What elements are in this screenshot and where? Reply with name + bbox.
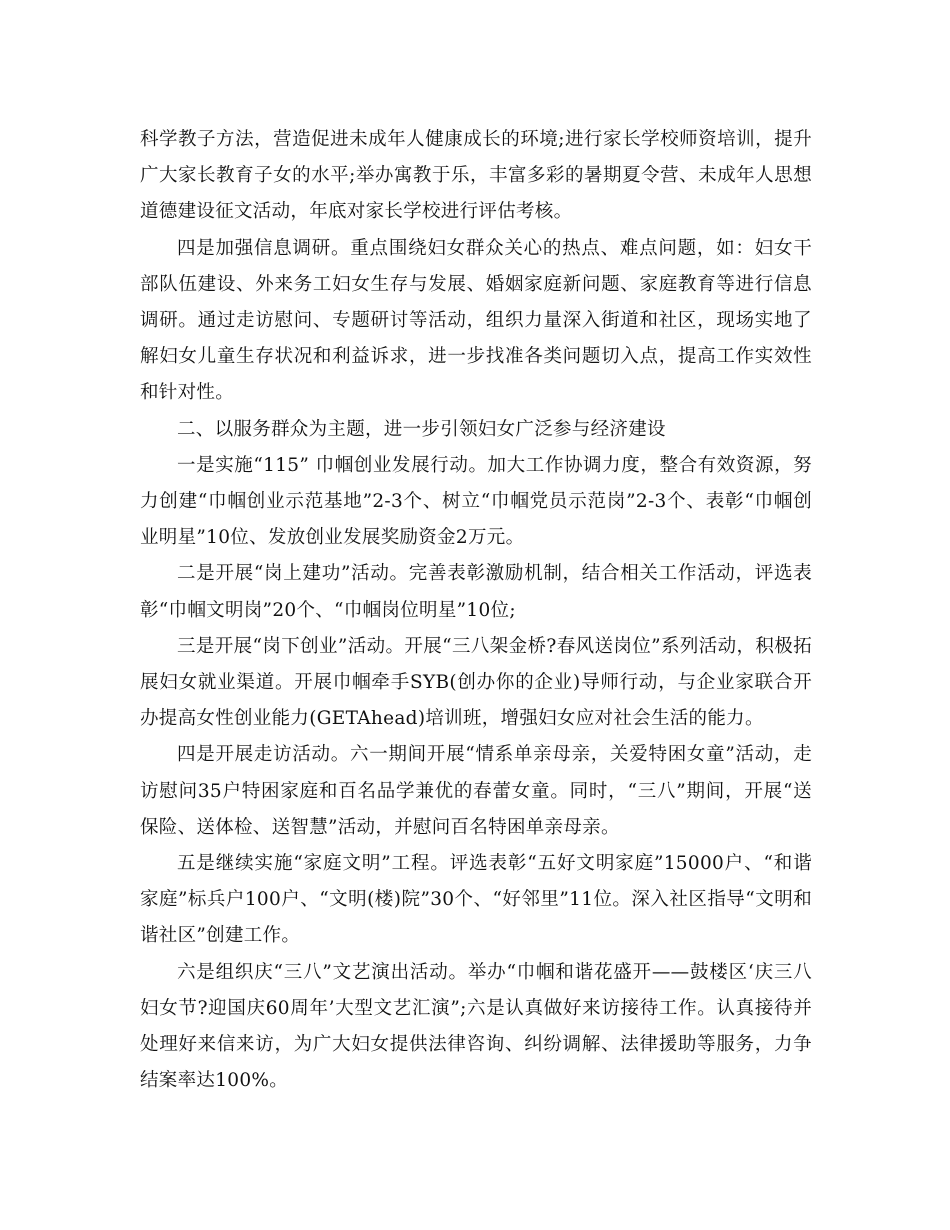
section-heading: 二、以服务群众为主题，进一步引领妇女广泛参与经济建设 xyxy=(177,418,666,440)
paragraph-entrepreneurship-action: 一是实施“115” 巾帼创业发展行动。加大工作协调力度，整合有效资源，努力创建“巾帼创业示范基地”2-3个、树立“巾帼党员示范岗”2-3个、表彰“巾帼创业明星”10位、发放创业发展奖励资金2万元。 xyxy=(140,454,812,549)
document-body xyxy=(140,122,812,1099)
paragraph-visit-activities: 四是开展走访活动。六一期间开展“情系单亲母亲，关爱特困女童”活动，走访慰问35户特困家庭和百名品学兼优的春蕾女童。同时，“三八”期间，开展“送保险、送体检、送智慧”活动，并慰问百名特困单亲母亲。 xyxy=(140,744,812,838)
paragraph-performance-reception: 六是组织庆“三八”文艺演出活动。举办“巾帼和谐花盛开——鼓楼区‘庆三八妇女节?迎国庆60周年’大型文艺汇演”;六是认真做好来访接待工作。认真接待并处理好来信来访，为广大妇女提供法律咨询、纠纷调解、法律援助等服务，力争结案率达100%。 xyxy=(140,961,812,1092)
paragraph-on-duty-merit: 二是开展“岗上建功”活动。完善表彰激励机制，结合相关工作活动，评选表彰“巾帼文明岗”20个、“巾帼岗位明星”10位; xyxy=(140,563,812,621)
paragraph-family-civilization: 五是继续实施“家庭文明”工程。评选表彰“五好文明家庭”15000户、“和谐家庭”标兵户100户、“文明(楼)院”30个、“好邻里”11位。深入社区指导“文明和谐社区”创建工作。 xyxy=(140,853,812,947)
paragraph-continued-intro: 科学教子方法，营造促进未成年人健康成长的环境;进行家长学校师资培训，提升广大家长教育子女的水平;举办寓教于乐，丰富多彩的暑期夏令营、未成年人思想道德建设征文活动，年底对家长学校进行评估考核。 xyxy=(140,129,812,223)
paragraph-information-research: 四是加强信息调研。重点围绕妇女群众关心的热点、难点问题，如：妇女干部队伍建设、外来务工妇女生存与发展、婚姻家庭新问题、家庭教育等进行信息调研。通过走访慰问、专题研讨等活动，组织力量深入街道和社区，现场实地了解妇女儿童生存状况和利益诉求，进一步找准各类问题切入点，提高工作实效性和针对性。 xyxy=(140,237,812,404)
paragraph-off-duty-startup: 三是开展“岗下创业”活动。开展“三八架金桥?春风送岗位”系列活动，积极拓展妇女就业渠道。开展巾帼牵手SYB(创办你的企业)导师行动，与企业家联合开办提高女性创业能力(GETAhead)培训班，增强妇女应对社会生活的能力。 xyxy=(140,635,812,730)
